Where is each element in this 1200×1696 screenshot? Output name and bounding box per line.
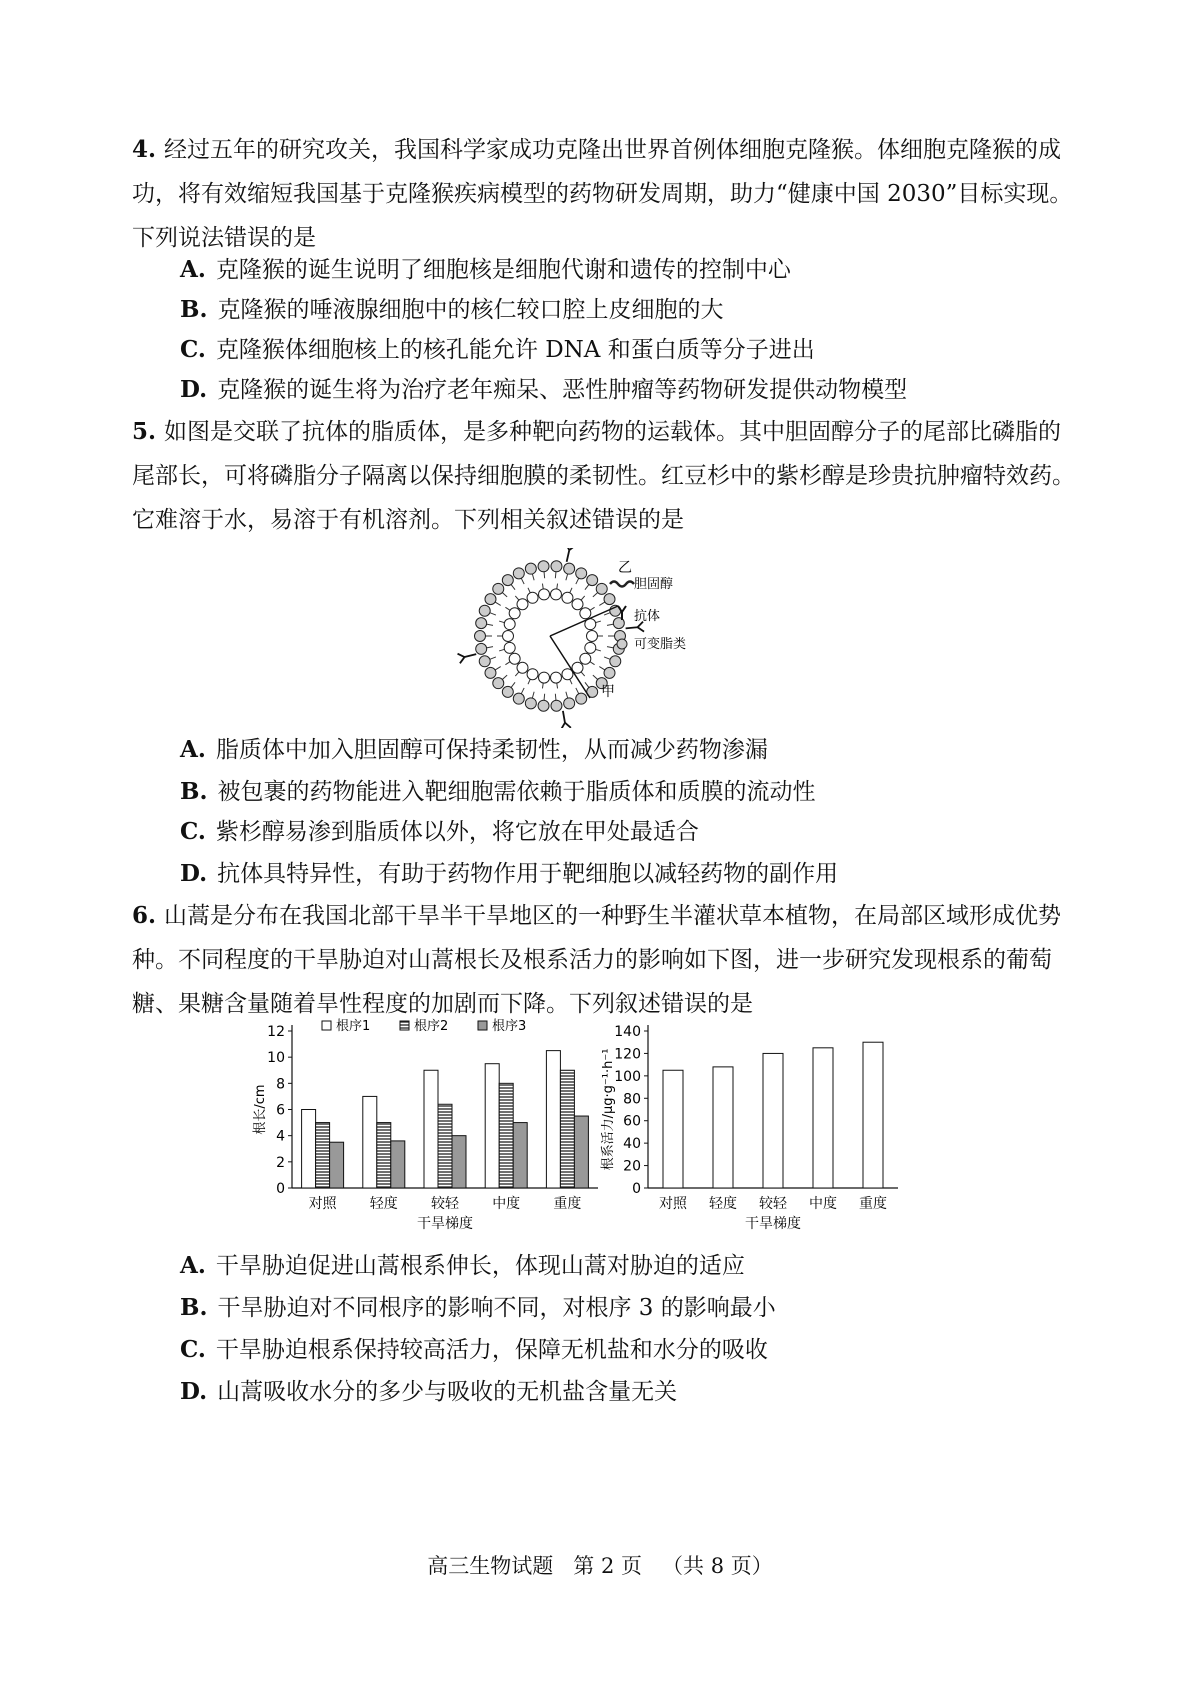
inner-lipid-head bbox=[509, 608, 520, 619]
outer-lipid-head bbox=[485, 667, 496, 678]
inner-lipid-head bbox=[550, 672, 561, 683]
outer-lipid-head bbox=[513, 568, 524, 579]
antibody-arm bbox=[460, 657, 465, 663]
q4-option-d: D. 克隆猴的诞生将为治疗老年痴呆、恶性肿瘤等药物研发提供动物模型 bbox=[180, 376, 908, 403]
bar bbox=[713, 1067, 733, 1188]
lipid-icon bbox=[617, 639, 627, 649]
outer-lipid-head bbox=[493, 678, 504, 689]
inner-lipid-head bbox=[562, 592, 573, 603]
x-tick-label: 重度 bbox=[859, 1196, 887, 1212]
x-tick-label: 重度 bbox=[553, 1196, 582, 1212]
liposome-figure bbox=[440, 548, 760, 728]
q5-option-c: C. 紫杉醇易渗到脂质体以外，将它放在甲处最适合 bbox=[180, 818, 699, 845]
bar bbox=[377, 1123, 391, 1188]
legend-swatch bbox=[400, 1021, 409, 1030]
y-tick-label: 40 bbox=[623, 1136, 641, 1153]
bar bbox=[363, 1096, 377, 1188]
outer-lipid-head bbox=[485, 594, 496, 605]
outer-lipid-head bbox=[513, 693, 524, 704]
outer-lipid-head bbox=[479, 605, 490, 616]
bar bbox=[546, 1051, 560, 1188]
outer-lipid-head bbox=[604, 667, 615, 678]
legend-label: 根序3 bbox=[492, 1019, 527, 1034]
outer-lipid-head bbox=[479, 656, 490, 667]
y-tick-label: 6 bbox=[276, 1102, 285, 1119]
inner-lipid-head bbox=[587, 631, 598, 642]
inner-lipid-head bbox=[504, 619, 515, 630]
x-tick-label: 对照 bbox=[659, 1196, 687, 1212]
q6-option-d: D. 山蒿吸收水分的多少与吸收的无机盐含量无关 bbox=[180, 1378, 678, 1405]
bar bbox=[391, 1141, 405, 1188]
outer-lipid-head bbox=[551, 700, 562, 711]
inner-lipid-head bbox=[550, 589, 561, 600]
question-stem: 如图是交联了抗体的脂质体，是多种靶向药物的运载体。其中胆固醇分子的尾部比磷脂的尾部长，可将磷脂分子隔离以保持细胞膜的柔韧性。红豆杉中的紫杉醇是珍贵抗肿瘤特效药。它难溶于水，易溶于有机溶剂。下列相关叙述错误的是 bbox=[132, 419, 1075, 533]
question-stem: 经过五年的研究攻关，我国科学家成功克隆出世界首例体细胞克隆猴。体细胞克隆猴的成功，将有效缩短我国基于克隆猴疾病模型的药物研发周期，助力“健康中国 2030”目标实现。下列说法错误的是 bbox=[132, 137, 1073, 251]
y-axis-label: 根系活力/μg·g⁻¹·h⁻¹ bbox=[601, 1048, 616, 1171]
y-tick-label: 20 bbox=[623, 1158, 641, 1175]
y-tick-label: 8 bbox=[276, 1076, 285, 1093]
legend-swatch bbox=[322, 1021, 331, 1030]
q4-option-b: B. 克隆猴的唾液腺细胞中的核仁较口腔上皮细胞的大 bbox=[180, 296, 724, 323]
x-axis-label: 干旱梯度 bbox=[745, 1216, 801, 1232]
outer-lipid-head bbox=[525, 698, 536, 709]
outer-lipid-head bbox=[551, 561, 562, 572]
legend-cholesterol: 胆固醇 bbox=[634, 577, 674, 592]
bar bbox=[513, 1123, 527, 1188]
inner-lipid-head bbox=[503, 631, 514, 642]
y-tick-label: 0 bbox=[632, 1181, 641, 1197]
footer-page: 第 2 页 bbox=[573, 1554, 642, 1578]
legend-swatch bbox=[478, 1021, 487, 1030]
antibody-arm bbox=[566, 548, 570, 550]
q6-option-a: A. 干旱胁迫促进山蒿根系伸长，体现山蒿对胁迫的适应 bbox=[180, 1252, 745, 1279]
inner-lipid-head bbox=[572, 599, 583, 610]
y-tick-label: 140 bbox=[614, 1024, 641, 1040]
bar bbox=[813, 1048, 833, 1188]
y-axis-label: 根长/cm bbox=[253, 1084, 268, 1135]
antibody-arm bbox=[458, 654, 465, 657]
x-tick-label: 轻度 bbox=[709, 1196, 737, 1212]
inner-lipid-head bbox=[517, 599, 528, 610]
root-activity-chart bbox=[590, 1015, 910, 1240]
inner-lipid-head bbox=[509, 653, 520, 664]
bar bbox=[316, 1123, 330, 1188]
inner-lipid-head bbox=[580, 608, 591, 619]
y-tick-label: 100 bbox=[614, 1068, 641, 1085]
x-tick-label: 较轻 bbox=[431, 1196, 459, 1212]
outer-lipid-head bbox=[502, 575, 513, 586]
outer-lipid-head bbox=[476, 643, 487, 654]
x-tick-label: 对照 bbox=[308, 1196, 337, 1212]
bar bbox=[763, 1053, 783, 1188]
y-tick-label: 4 bbox=[276, 1128, 285, 1145]
question-number: 5. bbox=[132, 418, 157, 445]
antibody-arm bbox=[569, 548, 575, 550]
label-yi: 乙 bbox=[618, 560, 632, 576]
legend-label: 根序1 bbox=[336, 1019, 371, 1034]
inner-lipid-head bbox=[585, 642, 596, 653]
q5-option-d: D. 抗体具特异性，有助于药物作用于靶细胞以减轻药物的副作用 bbox=[180, 860, 839, 887]
antibody-stem bbox=[567, 550, 570, 562]
outer-lipid-head bbox=[564, 698, 575, 709]
bar bbox=[330, 1142, 344, 1188]
outer-lipid-head bbox=[564, 563, 575, 574]
x-tick-label: 中度 bbox=[492, 1196, 521, 1212]
x-tick-label: 中度 bbox=[809, 1196, 837, 1212]
q4-option-c: C. 克隆猴体细胞核上的核孔能允许 DNA 和蛋白质等分子进出 bbox=[180, 336, 815, 363]
bar bbox=[485, 1064, 499, 1188]
legend-label: 根序2 bbox=[414, 1019, 449, 1034]
question-number: 4. bbox=[132, 136, 157, 163]
bar bbox=[499, 1083, 513, 1188]
bar bbox=[424, 1070, 438, 1188]
outer-lipid-head bbox=[576, 568, 587, 579]
q6-option-c: C. 干旱胁迫根系保持较高活力，保障无机盐和水分的吸收 bbox=[180, 1336, 768, 1363]
outer-lipid-head bbox=[538, 561, 549, 572]
outer-lipid-head bbox=[538, 700, 549, 711]
y-tick-label: 60 bbox=[623, 1113, 641, 1130]
question-5 bbox=[132, 410, 1082, 542]
q5-option-b: B. 被包裹的药物能进入靶细胞需依赖于脂质体和质膜的流动性 bbox=[180, 778, 816, 805]
inner-lipid-head bbox=[539, 589, 550, 600]
outer-lipid-head bbox=[587, 575, 598, 586]
inner-lipid-head bbox=[539, 672, 550, 683]
question-stem: 山蒿是分布在我国北部干旱半干旱地区的一种野生半灌状草本植物，在局部区域形成优势种。不同程度的干旱胁迫对山蒿根长及根系活力的影响如下图，进一步研究发现根系的葡萄糖、果糖含量随着旱性程度的加剧而下降。下列叙述错误的是 bbox=[132, 903, 1062, 1017]
y-tick-label: 80 bbox=[623, 1091, 641, 1108]
antibody-stem bbox=[465, 654, 477, 657]
outer-lipid-head bbox=[493, 583, 504, 594]
y-tick-label: 120 bbox=[614, 1046, 641, 1063]
outer-lipid-head bbox=[610, 656, 621, 667]
outer-lipid-head bbox=[596, 583, 607, 594]
inner-lipid-head bbox=[527, 592, 538, 603]
legend-antibody: 抗体 bbox=[634, 609, 661, 624]
page-footer bbox=[0, 1550, 1200, 1580]
q4-option-a: A. 克隆猴的诞生说明了细胞核是细胞代谢和遗传的控制中心 bbox=[180, 256, 791, 283]
cholesterol-icon bbox=[610, 582, 634, 587]
bar bbox=[302, 1110, 316, 1189]
question-6 bbox=[132, 894, 1082, 1026]
q6-option-b: B. 干旱胁迫对不同根序的影响不同，对根序 3 的影响最小 bbox=[180, 1294, 776, 1321]
footer-subject: 高三生物试题 bbox=[427, 1554, 554, 1578]
antibody-stem bbox=[563, 711, 565, 723]
bar bbox=[560, 1070, 574, 1188]
footer-total: （共 8 页） bbox=[662, 1554, 773, 1578]
question-number: 6. bbox=[132, 902, 157, 929]
antibody-arm bbox=[638, 627, 644, 631]
outer-lipid-head bbox=[604, 594, 615, 605]
bar bbox=[863, 1042, 883, 1188]
y-tick-label: 12 bbox=[267, 1024, 285, 1040]
x-axis-label: 干旱梯度 bbox=[417, 1216, 473, 1232]
outer-lipid-head bbox=[502, 686, 513, 697]
bar bbox=[438, 1104, 452, 1188]
q5-option-a: A. 脂质体中加入胆固醇可保持柔韧性，从而减少药物渗漏 bbox=[180, 736, 768, 763]
inner-lipid-head bbox=[580, 653, 591, 664]
outer-lipid-head bbox=[476, 618, 487, 629]
bar bbox=[574, 1116, 588, 1188]
question-4 bbox=[132, 128, 1082, 260]
y-tick-label: 10 bbox=[267, 1050, 285, 1067]
root-length-chart bbox=[250, 1015, 610, 1240]
bar bbox=[452, 1136, 466, 1188]
bar bbox=[663, 1070, 683, 1188]
inner-lipid-head bbox=[504, 642, 515, 653]
x-tick-label: 轻度 bbox=[369, 1196, 398, 1212]
y-tick-label: 2 bbox=[276, 1154, 285, 1171]
outer-lipid-head bbox=[576, 693, 587, 704]
label-jia: 甲 bbox=[601, 684, 615, 700]
legend-lipid: 可变脂类 bbox=[634, 637, 687, 652]
outer-lipid-head bbox=[475, 631, 486, 642]
outer-lipid-head bbox=[525, 563, 536, 574]
y-tick-label: 0 bbox=[276, 1181, 285, 1197]
antibody-stem bbox=[626, 627, 638, 628]
inner-lipid-head bbox=[517, 662, 528, 673]
x-tick-label: 较轻 bbox=[759, 1196, 787, 1212]
inner-lipid-head bbox=[527, 669, 538, 680]
